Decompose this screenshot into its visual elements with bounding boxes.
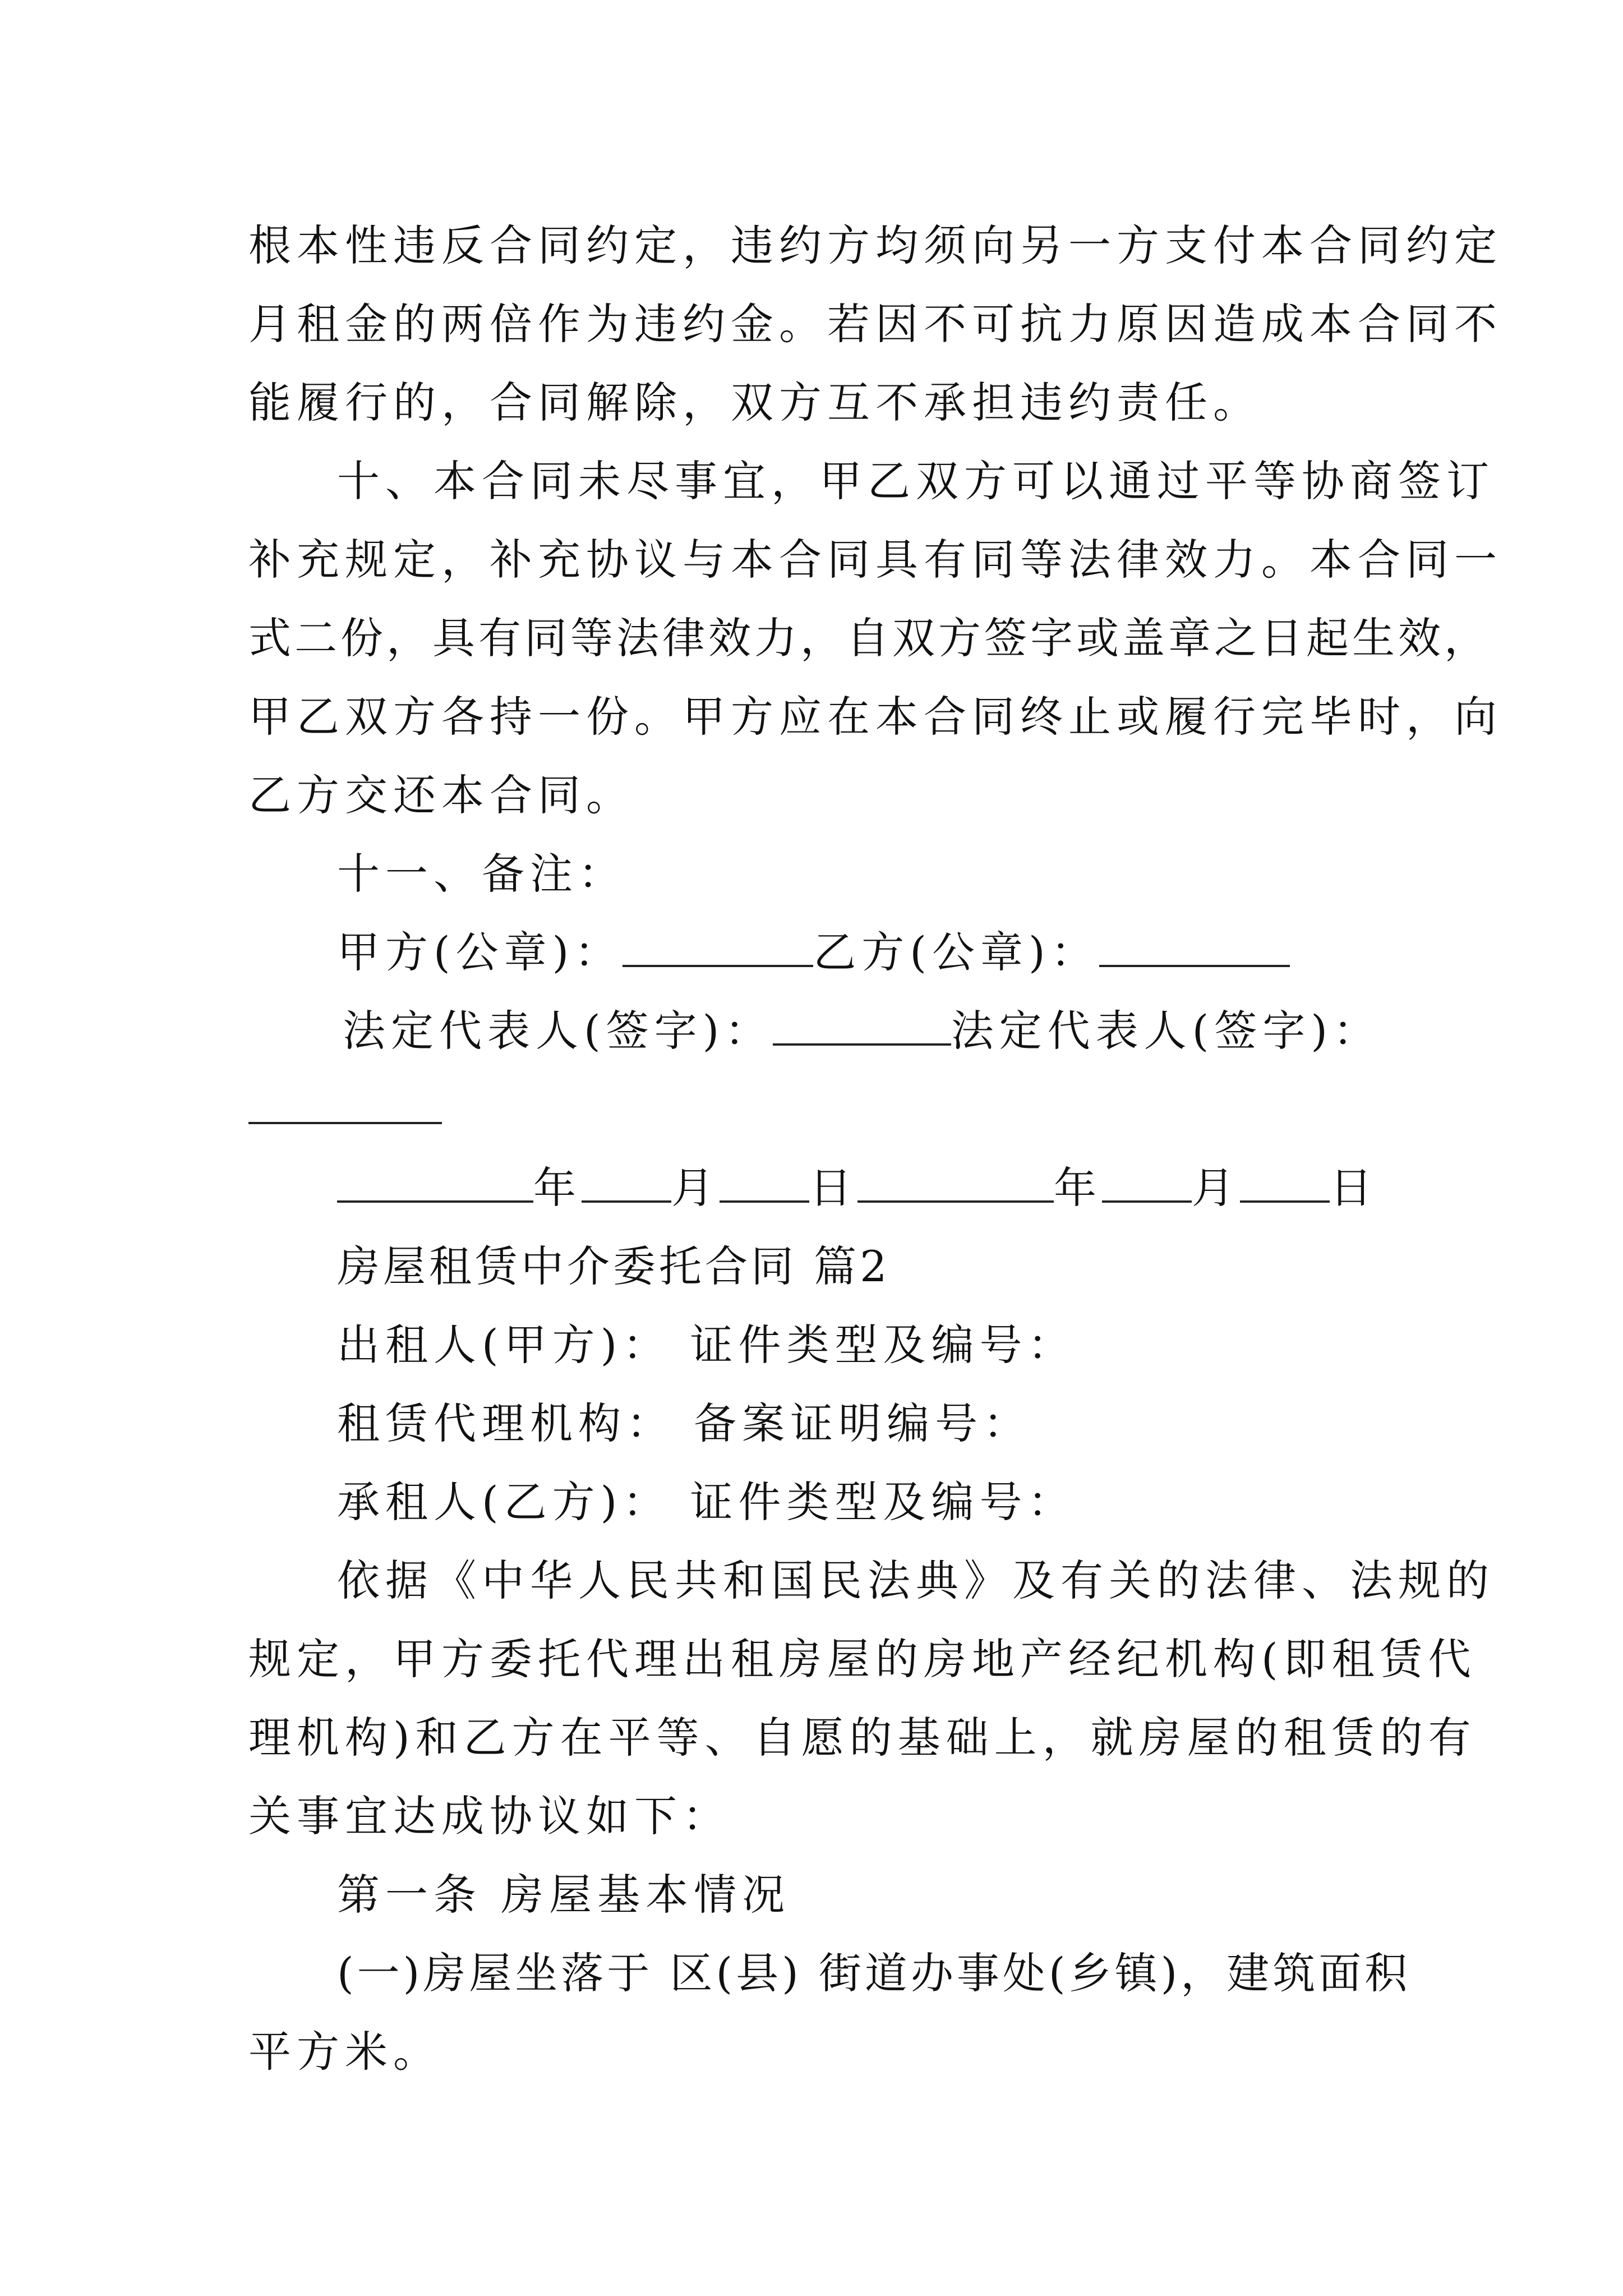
paragraph-line: 理机构)和乙方在平等、自愿的基础上，就房屋的租赁的有 [248,1713,1477,1763]
rep-a-label: 法定代表人(签字)： [343,1006,773,1056]
remarks-heading: 十一、备注： [337,849,626,899]
day-a-label: 日 [809,1163,857,1213]
paragraph-line: 月租金的两倍作为违约金。若因不可抗力原因造成本合同不 [248,299,1502,349]
paragraph-line: 乙方交还本合同。 [248,770,634,820]
paragraph-line: (一)房屋坐落于 区(县) 街道办事处(乡镇)，建筑面积 [337,1948,1411,1998]
party-b-seal-label: 乙方(公章)： [813,927,1099,977]
section-title: 房屋租赁中介委托合同 篇2 [337,1241,891,1291]
paragraph-line: 规定，甲方委托代理出租房屋的房地产经纪机构(即租赁代 [248,1634,1477,1684]
month-a-label: 月 [671,1163,720,1213]
paragraph-line: 甲乙双方各持一份。甲方应在本合同终止或履行完毕时，向 [248,692,1502,742]
paragraph-line: 平方米。 [248,2027,441,2077]
rep-b-label: 法定代表人(签字)： [951,1006,1381,1056]
lessee-line: 承租人(乙方)： 证件类型及编号： [337,1477,1076,1527]
document-body [248,206,1502,2091]
year-b-blank[interactable] [857,1167,1054,1203]
article-heading: 第一条 房屋基本情况 [337,1870,791,1920]
day-a-blank[interactable] [720,1167,809,1203]
paragraph-line: 能履行的，合同解除，双方互不承担违约责任。 [248,378,1261,427]
seal-line [248,913,1381,992]
rep-b-blank-line [248,1070,1381,1149]
paragraph-line: 依据《中华人民共和国民法典》及有关的法律、法规的 [337,1556,1495,1605]
month-a-blank[interactable] [582,1167,671,1203]
rep-b-blank[interactable] [248,1094,442,1124]
paragraph-line: 根本性违反合同约定，违约方均须向另一方支付本合同约定 [248,220,1502,270]
paragraph-line: 十、本合同未尽事宜，甲乙双方可以通过平等协商签订 [337,456,1495,506]
day-b-blank[interactable] [1240,1167,1330,1203]
party-a-seal-label: 甲方(公章)： [337,927,623,977]
party-a-seal-blank[interactable] [623,931,813,967]
rep-a-blank[interactable] [773,1010,951,1046]
agency-line: 租赁代理机构： 备案证明编号： [337,1398,1032,1448]
day-b-label: 日 [1330,1163,1378,1213]
year-a-blank[interactable] [337,1167,533,1203]
date-line [248,1149,1381,1227]
month-b-blank[interactable] [1102,1167,1192,1203]
year-a-label: 年 [533,1163,582,1213]
year-b-label: 年 [1054,1163,1102,1213]
paragraph-line: 式二份，具有同等法律效力，自双方签字或盖章之日起生效， [248,613,1490,663]
representative-line [248,992,1381,1070]
paragraph-line: 关事宜达成协议如下： [248,1791,731,1841]
paragraph-line: 补充规定，补充协议与本合同具有同等法律效力。本合同一 [248,535,1502,585]
party-b-seal-blank[interactable] [1099,931,1290,967]
month-b-label: 月 [1192,1163,1240,1213]
lessor-line: 出租人(甲方)： 证件类型及编号： [337,1320,1076,1370]
